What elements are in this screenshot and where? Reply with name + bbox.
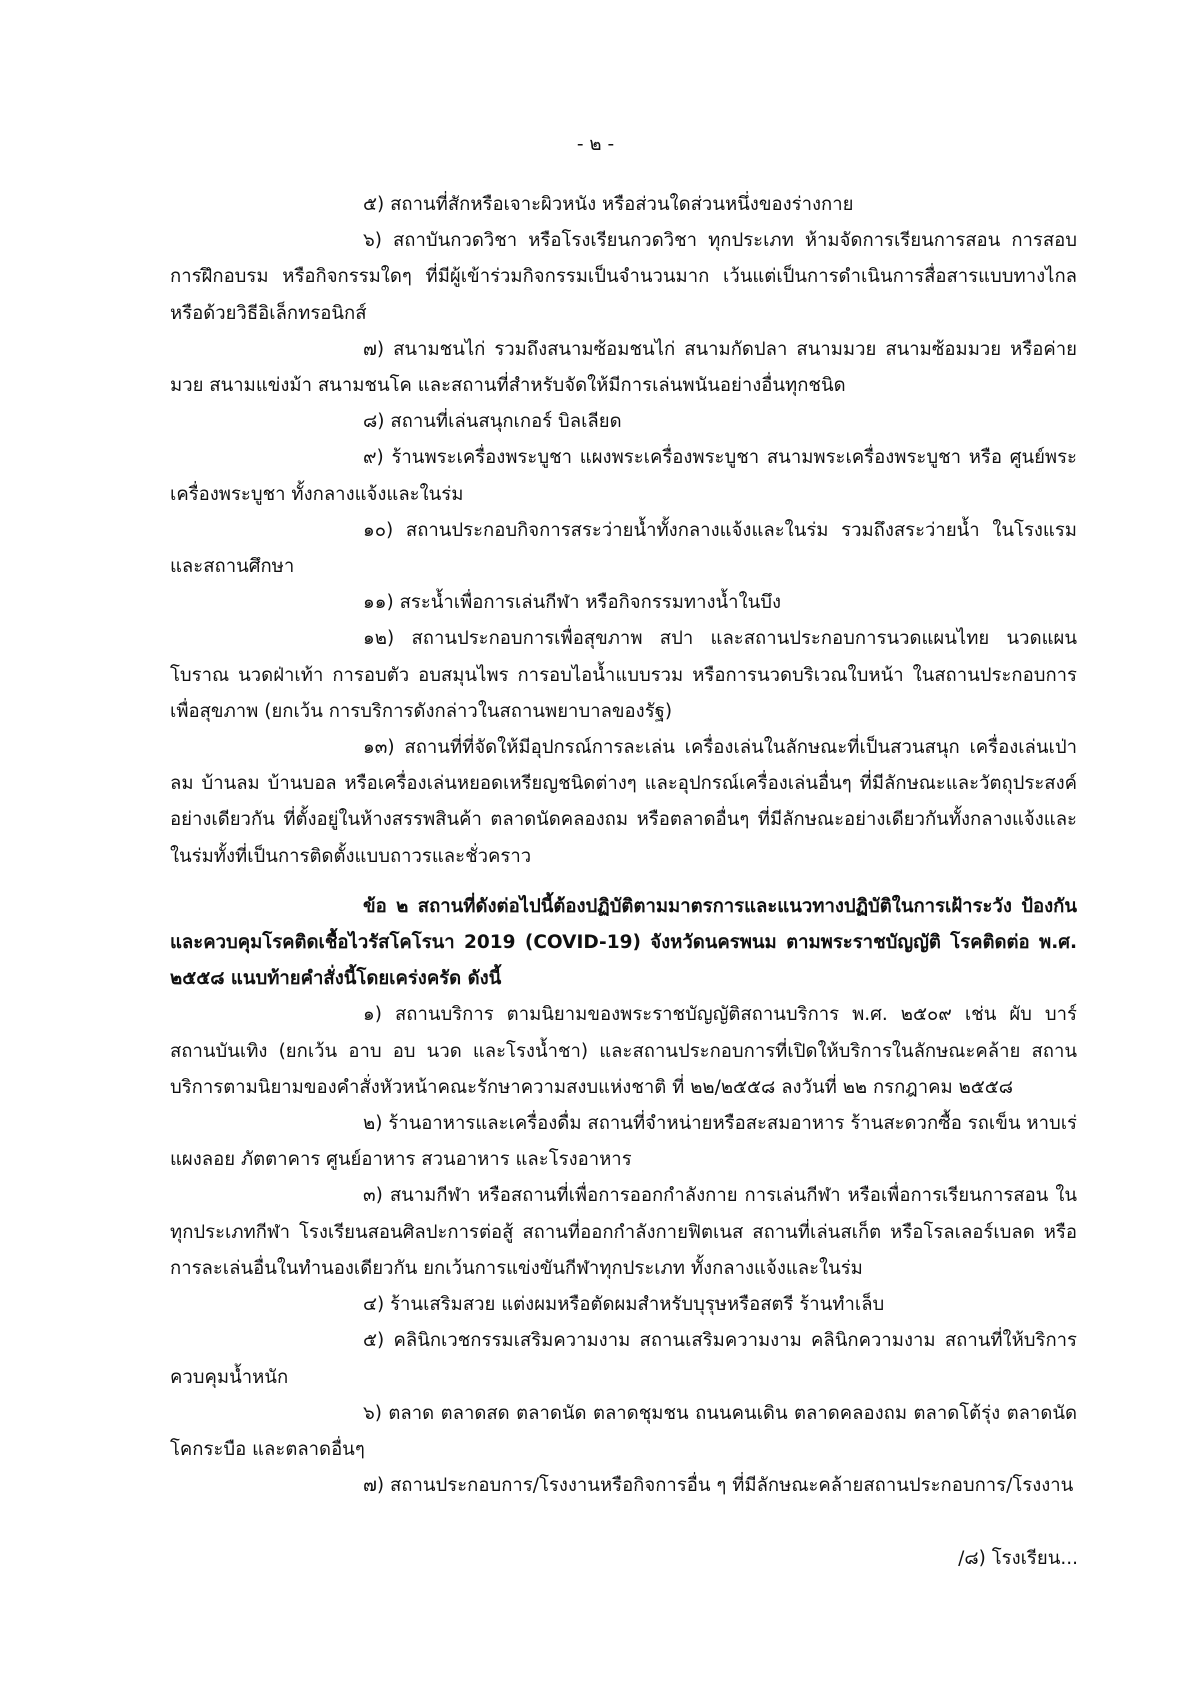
paragraph-item-8: ๘) สถานที่เล่นสนุกเกอร์ บิลเลียด: [363, 411, 622, 433]
paragraph-item-10: ๑๐) สถานประกอบกิจการสระว่ายน้ำทั้งกลางแจ้งและในร่ม รวมถึงสระว่ายน้ำ ในโรงแรมและสถานศึกษา: [170, 519, 1077, 578]
paragraph-clause2-item-1: ๑) สถานบริการ ตามนิยามของพระราชบัญญัติสถานบริการ พ.ศ. ๒๕๐๙ เช่น ผับ บาร์ สถานบันเทิง (ยกเว้น อาบ อบ นวด และโรงน้ำชา) และสถานประกอบการที่เปิดให้บริการในลักษณะคล้าย สถานบริการตามนิยามของคำสั่งหัวหน้าคณะรักษาความสงบแห่งชาติ ที่ ๒๒/๒๕๕๘ ลงวันที่ ๒๒ กรกฎาคม ๒๕๕๘: [170, 1004, 1077, 1098]
section-heading-clause-2: ข้อ ๒ สถานที่ดังต่อไปนี้ต้องปฏิบัติตามมาตรการและแนวทางปฏิบัติในการเฝ้าระวัง ป้องกันและควบคุมโรคติดเชื้อไวรัสโคโรนา 2019 (COVID-19) จังหวัดนครพนม ตามพระราชบัญญัติ โรคติดต่อ พ.ศ. ๒๕๕๘ แนบท้ายคำสั่งนี้โดยเคร่งครัด ดังนี้: [170, 895, 1077, 990]
paragraph-item-9: ๙) ร้านพระเครื่องพระบูชา แผงพระเครื่องพระบูชา สนามพระเครื่องพระบูชา หรือ ศูนย์พระเครื่องพระบูชา ทั้งกลางแจ้งและในร่ม: [170, 447, 1077, 505]
paragraph-item-13: ๑๓) สถานที่ที่จัดให้มีอุปกรณ์การละเล่น เครื่องเล่นในลักษณะที่เป็นสวนสนุก เครื่องเล่นเป่าลม บ้านลม บ้านบอล หรือเครื่องเล่นหยอดเหรียญชนิดต่างๆ และอุปกรณ์เครื่องเล่นอื่นๆ ที่มีลักษณะและวัตถุประสงค์อย่างเดียวกัน ที่ตั้งอยู่ในห้างสรรพสินค้า ตลาดนัดคลองถม หรือตลาดอื่นๆ ที่มีลักษณะอย่างเดียวกันทั้งกลางแจ้งและในร่มทั้งที่เป็นการติดตั้งแบบถาวรและชั่วคราว: [170, 737, 1077, 867]
paragraph-item-7: ๗) สนามชนไก่ รวมถึงสนามซ้อมชนไก่ สนามกัดปลา สนามมวย สนามซ้อมมวย หรือค่ายมวย สนามแข่งม้า สนามชนโค และสถานที่สำหรับจัดให้มีการเล่นพนันอย่างอื่นทุกชนิด: [170, 338, 1077, 397]
paragraph-clause2-item-2: ๒) ร้านอาหารและเครื่องดื่ม สถานที่จำหน่ายหรือสะสมอาหาร ร้านสะดวกซื้อ รถเข็น หาบเร่ แผงลอย ภัตตาคาร ศูนย์อาหาร สวนอาหาร และโรงอาหาร: [170, 1113, 1077, 1171]
paragraph-clause2-item-3: ๓) สนามกีฬา หรือสถานที่เพื่อการออกกำลังกาย การเล่นกีฬา หรือเพื่อการเรียนการสอน ในทุกประเภทกีฬา โรงเรียนสอนศิลปะการต่อสู้ สถานที่ออกกำลังกายฟิตเนส สถานที่เล่นสเก็ต หรือโรลเลอร์เบลด หรือ การละเล่นอื่นในทำนองเดียวกัน ยกเว้นการแข่งขันกีฬาทุกประเภท ทั้งกลางแจ้งและในร่ม: [170, 1185, 1077, 1279]
paragraph-clause2-item-5: ๕) คลินิกเวชกรรมเสริมความงาม สถานเสริมความงาม คลินิกความงาม สถานที่ให้บริการ ควบคุมน้ำหนัก: [170, 1330, 1077, 1388]
paragraph-clause2-item-6: ๖) ตลาด ตลาดสด ตลาดนัด ตลาดชุมชน ถนนคนเดิน ตลาดคลองถม ตลาดโต้รุ่ง ตลาดนัดโคกระบือ และตลาดอื่นๆ: [170, 1402, 1077, 1460]
paragraph-clause2-item-7: ๗) สถานประกอบการ/โรงงานหรือกิจการอื่น ๆ ที่มีลักษณะคล้ายสถานประกอบการ/โรงงาน: [363, 1475, 1074, 1497]
page-number: - ๒ -: [576, 134, 615, 155]
paragraph-item-12: ๑๒) สถานประกอบการเพื่อสุขภาพ สปา และสถานประกอบการนวดแผนไทย นวดแผนโบราณ นวดฝ่าเท้า การอบตัว อบสมุนไพร การอบไอน้ำแบบรวม หรือการนวดบริเวณใบหน้า ในสถานประกอบการเพื่อสุขภาพ (ยกเว้น การบริการดังกล่าวในสถานพยาบาลของรัฐ): [170, 628, 1077, 722]
paragraph-item-5: ๕) สถานที่สักหรือเจาะผิวหนัง หรือส่วนใดส่วนหนึ่งของร่างกาย: [363, 194, 854, 215]
paragraph-item-6: ๖) สถาบันกวดวิชา หรือโรงเรียนกวดวิชา ทุกประเภท ห้ามจัดการเรียนการสอน การสอบ การฝึกอบรม หรือกิจกรรมใดๆ ที่มีผู้เข้าร่วมกิจกรรมเป็นจำนวนมาก เว้นแต่เป็นการดำเนินการสื่อสารแบบทางไกล หรือด้วยวิธีอิเล็กทรอนิกส์: [170, 230, 1077, 324]
document-body: [170, 187, 1077, 1504]
paragraph-clause2-item-4: ๔) ร้านเสริมสวย แต่งผมหรือตัดผมสำหรับบุรุษหรือสตรี ร้านทำเล็บ: [363, 1294, 885, 1316]
continuation-note: /๘) โรงเรียน...: [958, 1548, 1078, 1569]
paragraph-item-11: ๑๑) สระน้ำเพื่อการเล่นกีฬา หรือกิจกรรมทางน้ำในบึง: [363, 592, 782, 614]
